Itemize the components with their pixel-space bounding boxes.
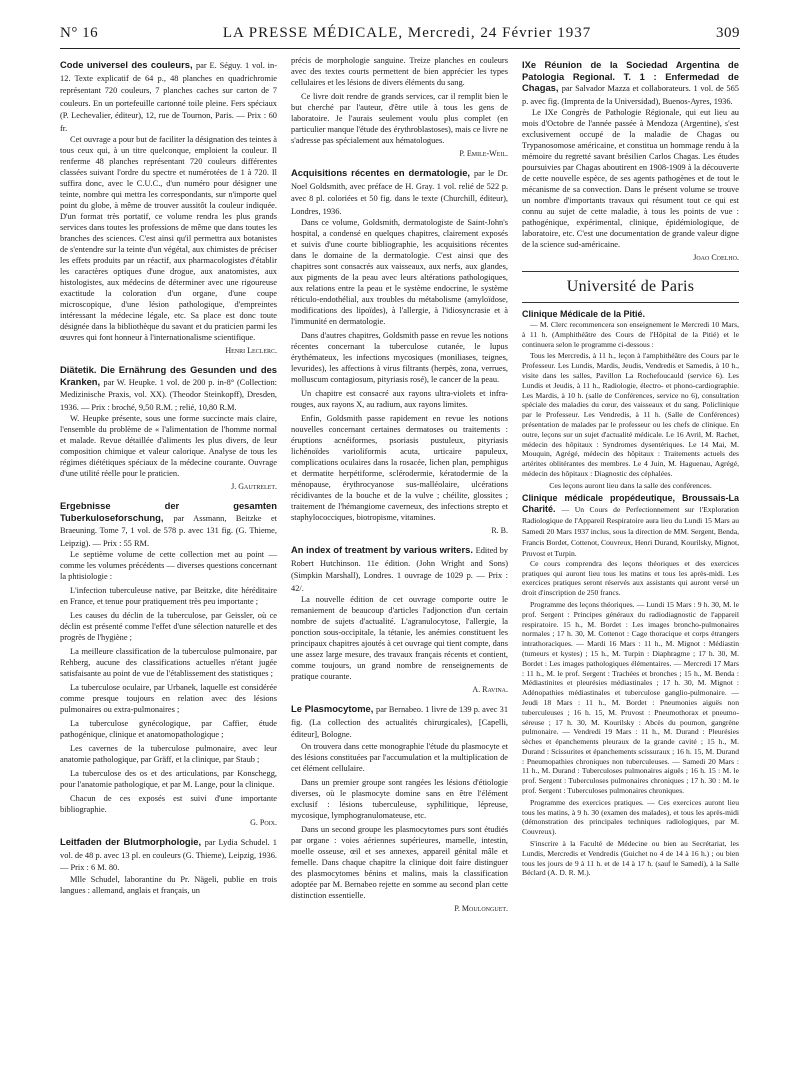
review-title: Ergebnisse der gesamten Tuberkuloseforschung, par Assmann, Beitzke et Braeuning. Tome 7, 1 vol. de 578 p. avec 131 fig. (G. Thieme, Leipzig). — Prix : 55 RM. (60, 500, 277, 548)
notice-paragraph: S'inscrire à la Faculté de Médecine ou bien au Secrétariat, les Lundis, Mercredis et Vendredis (Guichet no 4 de 14 à 16 h.) ; ou bien tous les jours de 9 à 11 h. et de 14 à 17 h. (sauf le Samedi), à la Salle Béclard (A. D. R. M.). (522, 839, 739, 878)
review-paragraph: L'infection tuberculeuse native, par Beitzke, dite héréditaire en France, et tenue pour pratiquement très peu importante ; (60, 586, 277, 606)
review-signature: P. Moulonguet. (454, 903, 508, 913)
notice-paragraph: — M. Clerc recommencera son enseignement le Mercredi 10 Mars, à 11 h. (Amphithéâtre des Cours de l'Hôpital de la Pitié) et le continuera selon le programme ci-dessous : (522, 320, 739, 349)
review-paragraph: Le septième volume de cette collection met au point — comme les volumes précédents — diverses questions concernant la phtisiologie : (60, 550, 277, 581)
issue-number: N° 16 (60, 24, 99, 41)
section-title: Université de Paris (566, 278, 695, 295)
review-paragraph: Le IXe Congrès de Pathologie Régionale, qui eut lieu au mois d'Octobre de l'année passée à Mendoza (Argentine), s'est exclusivement occupé de la maladie de Chagas ou Trypanosomose américaine, et constitua un hommage rendu à la mémoire du regretté savant brésilien Carlos Chagas. Les études poursuivies par Chagas aboutirent en 1908-1909 à la découverte de cette nouvelle espèce, de ses agents pathogènes et de tout le mécanisme de sa convection. Dans le présent volume se trouve un nombre d'importants travaux qui résument tout ce qui est connu au sujet de cette maladie, à tous les points de vue : pathogénique, expérimental, clinique, épidémiologique, de laboratoire, etc. C'est une documentation de grande valeur digne de la science sud-américaine. (522, 108, 739, 249)
columns (60, 55, 740, 1070)
section-divider (522, 271, 739, 272)
review-paragraph: Dans un premier groupe sont rangées les lésions d'étiologie diverses, où le plasmocyte domine sans en être l'élément exclusif : lésions tuberculeuse, syphilitique, lépreuse, mycosique, lymphogranulomateuse, etc. (291, 777, 508, 820)
review-paragraph: Les cavernes de la tuberculose pulmonaire, avec leur anatomie pathologique, par Gräff, et la clinique, par Staub ; (60, 744, 277, 764)
review-title: Code universel des couleurs, par E. Séguy. 1 vol. in-12. Texte explicatif de 64 p., 48 planches en quadrichromie représentant 720 couleurs, 7 planches caches sur carton de 7 couleurs. En un portefeuille cartonné toile pleine. Fers spéciaux (P. Lechevalier, éditeur), 12, rue de Tournon, Paris. — Prix : 60 fr. (60, 59, 277, 133)
review-paragraph: Les causes du déclin de la tuberculose, par Geissler, où ce déclin est présenté comme l'effet d'une sélection naturelle et des progrès de l'hygiène ; (60, 611, 277, 642)
review-paragraph: Enfin, Goldsmith passe rapidement en revue les notions nouvelles concernant certaines dermatoses ou traitements : éruptions acnéiformes, psoriasis pustuleux, pityriasis lichénoïdes varioliformis acuta, urticaire papuleux, complications oculaires dans la rosacée, lichen plan, pemphigus et dermatite herpétiforme, sclérodermie, kératodermie de la ménopause, érythrocyanose sus-malléolaire, ulcérations récidivantes de la bouche et de la vulve ; chéilite, glossites ; traitement de l'hémangiome caverneux, des infections strepto et staphylococciques, biotropisme, vitamines. (291, 414, 508, 522)
review-signature: A. Ravina. (472, 685, 508, 694)
review-paragraph: Dans d'autres chapitres, Goldsmith passe en revue les notions récentes concernant la tuberculose cutanée, le lupus érythémateux, les infections mycosiques (moniliases, teignes, levurides), les affections à virus filtrants (herpès, zona, verrues, molluscum contagiosum, pityriasis rosé), le cancer de la peau. (291, 331, 508, 384)
review-title: Leitfaden der Blutmorphologie, par Lydia Schudel. 1 vol. de 48 p. avec 13 pl. en couleurs (G. Thieme), Leipzig, 1936. — Prix : 6 M. 80. (60, 836, 277, 872)
notice-paragraph: Ces leçons auront lieu dans la salle des conférences. (549, 480, 712, 490)
notice-title: Clinique Médicale de la Pitié. (522, 309, 646, 319)
review-paragraph: Un chapitre est consacré aux rayons ultra-violets et infra-rouges, aux rayons X, au radium, aux rayons limites. (291, 389, 508, 409)
review-signature: G. Poix. (250, 818, 277, 827)
review-signature: R. B. (491, 526, 508, 535)
notice-paragraph: Ce cours comprendra des leçons théoriques et des exercices pratiques qui auront lieu tous les matins et tous les après-midi. Les exercices pratiques seront réservés aux assistants qui auront versé un droit d'inscription de 250 francs. (522, 558, 739, 598)
review-paragraph: La tuberculose oculaire, par Urbanek, laquelle est considérée comme presque toujours en relation avec des lésions pulmonaires ou extra-pulmonaires ; (60, 683, 277, 714)
review-signature: Henri Leclerc. (225, 346, 277, 355)
review-paragraph: La meilleure classification de la tuberculose pulmonaire, par Rehberg, aucune des classifications actuelles n'étant jugée satisfaisante au point de vue de l'établissement des statistiques ; (60, 647, 277, 678)
review-paragraph: Chacun de ces exposés est suivi d'une importante bibliographie. (60, 794, 277, 814)
review-title: Acquisitions récentes en dermatologie, par le Dr. Noel Goldsmith, avec préface de H. Gray. 1 vol. relié de 522 p. avec 8 pl. coloriées et 50 fig. dans le texte (Churchill, éditeur), Londres, 1936. (291, 167, 508, 216)
review-title: An index of treatment by various writers. Edited by Robert Hutchinson. 11e édition. (John Wright and Sons) (Simpkin Marshall), Londres. 1 ouvrage de 1029 p. — Prix : 42/. (291, 544, 508, 593)
review-paragraph: Dans un second groupe les plasmocytomes purs sont étudiés par organe : voies aériennes supérieures, mamelle, intestin, moelle osseuse, œil et ses annexes, appareil génital mâle et femelle. Dans chaque chapitre la clinique doit faire distinguer des plasmocytomes bénins et malins, mais la classification adoptée par M. Bernabeo rejette en somme au second plan cette distinction essentielle. (291, 824, 508, 900)
review-paragraph: On trouvera dans cette monographie l'étude du plasmocyte et des lésions constituées par l'accumulation et la multiplication de cet élément cellulaire. (291, 741, 508, 773)
issue-date: Mercredi, 24 Février 1937 (407, 24, 592, 41)
review-paragraph: Ce livre doit rendre de grands services, car il remplit bien le but cherché par l'auteur, d'être utile à tous les gens de laboratoire. Je l'aurais seulement voulu plus complet (en particulier manque l'étude des érythroblastoses), mais ce livre ne s'adresse pas spécialement aux hématologues. (291, 92, 508, 145)
review-paragraph: Cet ouvrage a pour but de faciliter la désignation des teintes à tous ceux qui, à un titre quelconque, emploient la couleur. Il renferme 48 planches représentant 720 couleurs différentes classées suivant l'ordre du spectre et numérotées de 1 à 720. Il suffira donc, avec le C.U.C., d'un numéro pour désigner une teinte, nombre qui mettra les correspondants, sur n'importe quel point du globe, à même de trouver aussitôt la couleur indiquée. D'un format très portatif, ce volume rendra les plus grands services dans toutes les professions de même que dans toutes les branches des sciences. C'est ainsi qu'il permettra aux botanistes de s'entendre sur la teinte d'un végétal, aux chimistes de préciser les effets produits par un réactif, aux pharmacologistes d'établir les caractères optiques d'une drogue, aux anatomistes, aux histologistes, aux médecins de déterminer avec une rigoureuse exactitude la coloration d'un organe, d'une coupe microscopique, d'une lésion pathologique, d'empreintes intéressant la médecine légale, etc. Sa place est donc toute désignée dans la bibliothèque du savant et du praticien parmi les œuvres qui font honneur à l'internationalisme scientifique. (60, 135, 277, 342)
review-paragraph: La nouvelle édition de cet ouvrage comporte outre le remaniement de beaucoup d'articles l'adjonction d'un certain nombre de sujets d'actualité. L'agranulocytose, l'allergie, la ponction sous-occipitale, la tétanie, les anémies constituent les principaux chapitres ajoutés à cet ouvrage qui tient compte, dans une assez large mesure, des travaux français récents et contient, comme toujours, un grand nombre de renseignements de pratique courante. (291, 595, 508, 681)
notice-paragraph: Tous les Mercredis, à 11 h., leçon à l'amphithéâtre des Cours par le Professeur. Les Lundis, Mardis, Jeudis, Vendredis et Samedis, à 10 h., visite dans les salles, Pavillon La Rochefoucauld (service 6). Les Lundis et Jeudis, à 11 h., Radiologie, électro- et phono-cardiographie. Les Mardis, à 10 h. (salle de Conférences, service no 6), consultation spéciale des maladies du cœur, des vaisseaux et du sang. Policlinique par le Professeur. Les Vendredis, à 11 h. (Salle de Conférences) présentation de malades par le professeur ou les chefs de clinique. En outre, leçons sur un sujet d'actualité médicale. Le 16 Avril, M. Rachet, médecin des hôpitaux : Syndromes dysentériques. Le 14 Mai, M. Mouquin, Agrégé, médecin des hôpitaux : Traitements actuels des artérites oblitérantes des membres. Le 4 Juin, M. Haguenau, Agrégé, médecin des hôpitaux : Diagnostic des céphalées. (522, 351, 739, 478)
review-title: Diätetik. Die Ernährung des Gesunden und des Kranken, par W. Heupke. 1 vol. de 200 p. in-8° (Collection: Medizinische Praxis, vol. XX). (Theodor Steinkopff), Dresden, 1936. — Prix : broché, 9,50 R.M. ; relié, 10,80 R.M. (60, 364, 277, 412)
review-title: IXe Réunion de la Sociedad Argentina de Patologia Regional. T. 1 : Enfermedad de Chagas, par Salvador Mazza et collaborateurs. 1 vol. de 565 p. avec fig. (Imprenta de la Universidad), Buenos-Ayres, 1936. (522, 59, 739, 106)
review-signature: Joao Coelho. (693, 253, 739, 262)
notice-title: Clinique médicale propédeutique, Broussais-La Charité. — Un Cours de Perfectionnement sur l'Exploration Radiologique de l'Appareil Respiratoire aura lieu du Lundi 15 Mars au Samedi 20 Mars 1937 inclus, sous la direction de MM. Sergent, Benda, Francis Bordet, Cottenot, Couvreux, Henri Durand, Kourilsky, Mignot, Pruvost et Turpin. (522, 492, 739, 558)
review-signature: J. Gautrelet. (231, 482, 277, 491)
column-2 (291, 55, 508, 1070)
review-paragraph: Dans ce volume, Goldsmith, dermatologiste de Saint-John's hospital, a condensé en quelques chapitres, clairement exposés et suivis d'une courte bibliographie, les acquisitions récentes dans le domaine de la dermatologie. C'est ainsi que des chapitres sont consacrés aux vaisseaux, aux nerfs, aux glandes, aux pigments de la peau avec leurs altérations pathologiques, aux relations entre la peau et le système endocrine, le système réticulo-endothélial, aux troubles du métabolisme (amyloïdose, modifications des lipoïdes), à l'allergie, à l'idiosyncrasie et à l'immunité en dermatologie. (291, 218, 508, 326)
review-paragraph: La tuberculose des os et des articulations, par Konschegg, pour l'anatomie pathologique, et par M. Lange, pour la clinique. (60, 769, 277, 789)
review-paragraph: La tuberculose gynécologique, par Caffier, étude pathogénique, clinique et anatomopathologique ; (60, 719, 277, 739)
notice-paragraph: Programme des leçons théoriques. — Lundi 15 Mars : 9 h. 30, M. le prof. Sergent : Principes généraux du radiodiagnostic de l'appareil respiratoire. 15 h., M. Bordet : Les images broncho-pulmonaires normales ; 17 h. 30, M. Cottenot : Cage thoracique et corps étrangers intrathoraciques. — Mardi 16 Mars : 11 h., M. Mignot : Médiastin (tumeurs et kystes) ; 15 h., M. Turpin : Diaphragme ; 17 h. 30, M. Bordet : Les images pathologiques élémentaires. — Mercredi 17 Mars : 11 h., M. le prof. Sergent : Trachées et bronches ; 15 h., M. Benda : Médiastinites et pleurésies médiastinales ; 17 h. 30, M. Mignot : Adénopathies médiastinales et tuberculose ganglio-pulmonaire. — Jeudi 18 Mars : 11 h., M. Bordet : Pneumonies aiguës non tuberculeuses ; 16 h. 15, M. Pruvost : Pneumothorax et pneumo-séreuse ; 17 h. 30, M. Kourilsky : Abcès du poumon, gangrène pulmonaire. — Vendredi 19 Mars : 11 h., M. Durand : Pleurésies sèches et épanchements pleuraux de la grande cavité ; 15 h., M. Durand : Scissurites et épanchements scissuraux ; 16 h. 15, M. Durand : Pneumopathies chroniques non tuberculeuses. — Samedi 20 Mars : 11 h., M. Durand : Tuberculoses pulmonaires aiguës ; 16 h. 15 : M. le prof. Sergent : Tuberculoses pulmonaires chroniques ; 17 h. 30 : M. le prof. Sergent : Tuberculoses pulmonaires chroniques. (522, 599, 739, 796)
section-divider (522, 302, 739, 303)
column-3 (522, 55, 739, 1070)
review-title: Le Plasmocytome, par Bernabeo. 1 livre de 139 p. avec 31 fig. (La collection des actualités chirurgicales), [Capelli, éditeur], Bologne. (291, 703, 508, 739)
notice-paragraph: Programme des exercices pratiques. — Ces exercices auront lieu tous les matins, à 9 h. 30 (examen des malades), et tous les après-midi (démonstration des principales techniques radiologiques, par M. Couvreux). (522, 797, 739, 837)
column-1 (60, 55, 277, 1070)
review-signature: P. Emile-Weil. (459, 149, 508, 158)
page-header (60, 18, 740, 49)
journal-title: LA PRESSE MÉDICALE, (222, 24, 404, 41)
page-number: 309 (716, 24, 740, 41)
review-paragraph: précis de morphologie sanguine. Treize planches en couleurs avec des textes courts permettent de bien apprécier les types cellulaires et les lésions de divers éléments du sang. (291, 56, 508, 87)
running-head (223, 25, 591, 42)
review-paragraph: W. Heupke présente, sous une forme succincte mais claire, l'ensemble du problème de « l'alimentation de l'homme normal et malade. Revue détaillée d'aliments les plus divers, de leur composition chimique et valeur calorique. Analyse de tous les régimes diététiques spéciaux de la médecine courante. Ouvrage d'une utilité réelle pour le praticien. (60, 414, 277, 478)
review-paragraph: Mlle Schudel, laborantine du Pr. Nägeli, publie en trois langues : allemand, anglais et français, un (60, 874, 277, 895)
